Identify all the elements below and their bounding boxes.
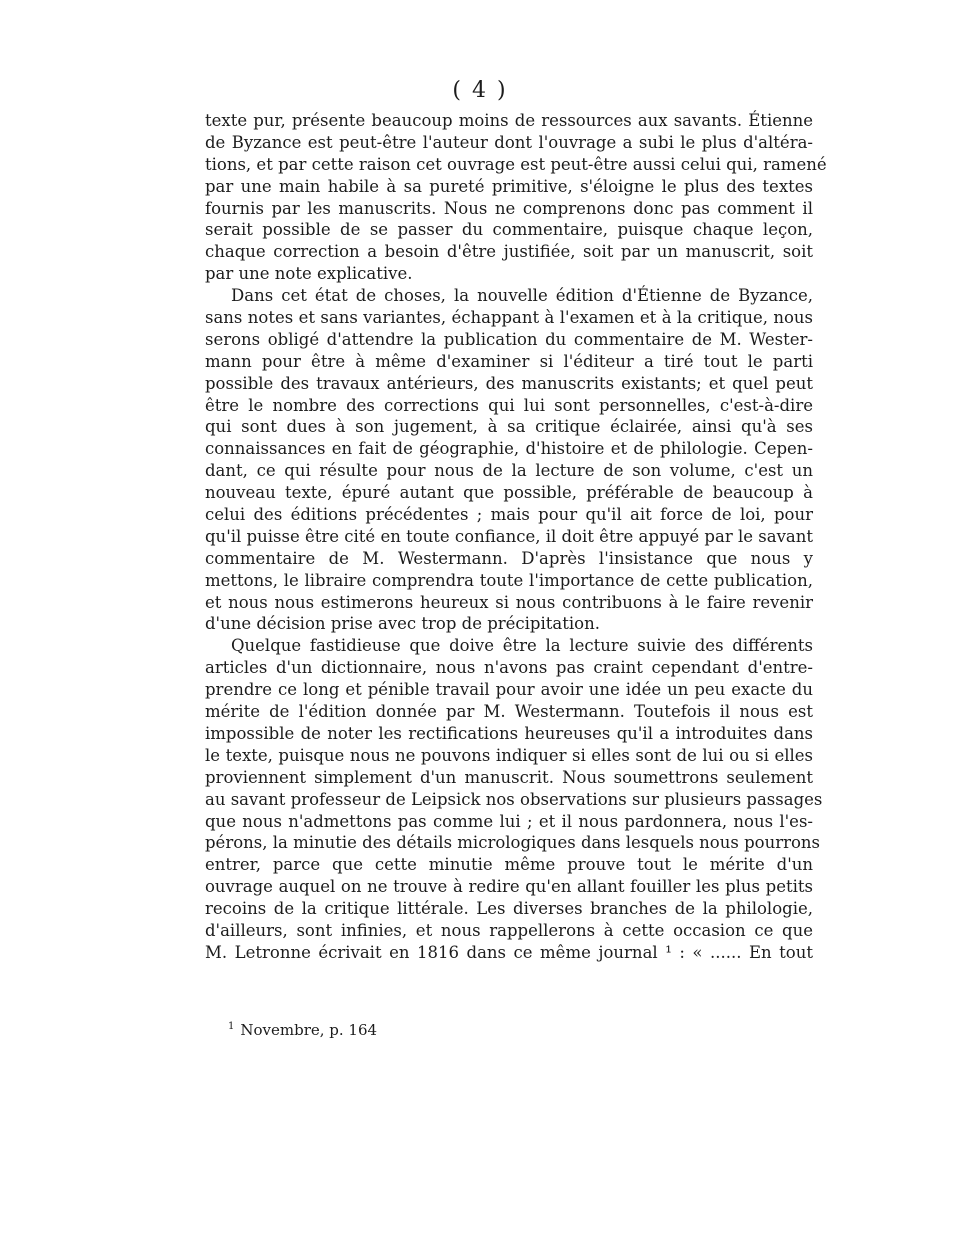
text-line: proviennent simplement d'un manuscrit. Nous soumettrons seulement (205, 767, 813, 787)
text-line: serons obligé d'attendre la publication du commentaire de M. Wester- (205, 329, 813, 349)
text-line: fournis par les manuscrits. Nous ne comprenons donc pas comment il (205, 198, 813, 218)
text-line: impossible de noter les rectifications heureuses qu'il a introduites dans (205, 723, 813, 743)
body-text (205, 110, 827, 964)
page-number: ( 4 ) (452, 78, 508, 103)
text-line: dant, ce qui résulte pour nous de la lecture de son volume, c'est un (205, 461, 813, 481)
text-line: mérite de l'édition donnée par M. Westermann. Toutefois il nous est (205, 702, 813, 722)
text-line: qu'il puisse être cité en toute confiance, il doit être appuyé par le savant (205, 526, 813, 546)
paragraph (205, 110, 827, 285)
text-line: de Byzance est peut-être l'auteur dont l'ouvrage a subi le plus d'altéra- (205, 132, 813, 152)
text-line: d'une décision prise avec trop de précipitation. (205, 614, 600, 634)
text-line: être le nombre des corrections qui lui sont personnelles, c'est-à-dire (205, 395, 813, 415)
text-line: tions, et par cette raison cet ouvrage est peut-être aussi celui qui, ramené (205, 154, 827, 174)
text-line: Quelque fastidieuse que doive être la lecture suivie des différents (231, 636, 813, 656)
text-line: connaissances en fait de géographie, d'histoire et de philologie. Cepen- (205, 439, 813, 459)
text-line: possible des travaux antérieurs, des manuscrits existants; et quel peut (205, 373, 813, 393)
text-line: sans notes et sans variantes, échappant à l'examen et à la critique, nous (205, 308, 813, 328)
text-line: qui sont dues à son jugement, à sa critique éclairée, ainsi qu'à ses (205, 417, 813, 437)
paragraph (205, 285, 813, 635)
text-line: chaque correction a besoin d'être justifiée, soit par un manuscrit, soit (205, 242, 813, 262)
text-line: d'ailleurs, sont infinies, et nous rappellerons à cette occasion ce que (205, 920, 813, 940)
text-line: au savant professeur de Leipsick nos observations sur plusieurs passages (205, 789, 823, 809)
text-line: M. Letronne écrivait en 1816 dans ce même journal ¹ : « ...... En tout (205, 942, 813, 962)
footnote (228, 1017, 377, 1040)
text-line: texte pur, présente beaucoup moins de ressources aux savants. Étienne (205, 111, 813, 130)
text-line: serait possible de se passer du commentaire, puisque chaque leçon, (205, 220, 813, 240)
text-line: entrer, parce que cette minutie même prouve tout le mérite d'un (205, 855, 813, 875)
text-line: Dans cet état de choses, la nouvelle édition d'Étienne de Byzance, (231, 286, 813, 306)
text-line: le texte, puisque nous ne pouvons indiquer si elles sont de lui ou si elles (205, 745, 813, 765)
text-line: pérons, la minutie des détails micrologiques dans lesquels nous pourrons (205, 833, 821, 853)
text-line: commentaire de M. Westermann. D'après l'insistance que nous y (205, 548, 813, 568)
text-line: mettons, le libraire comprendra toute l'importance de cette publication, (205, 570, 813, 590)
text-line: nouveau texte, épuré autant que possible, préférable de beaucoup à (205, 483, 813, 503)
text-line: par une note explicative. (205, 264, 413, 284)
footnote-marker: 1 (228, 1021, 235, 1032)
text-line: articles d'un dictionnaire, nous n'avons pas craint cependant d'entre- (205, 658, 813, 678)
text-line: et nous nous estimerons heureux si nous contribuons à le faire revenir (205, 592, 813, 612)
text-line: par une main habile à sa pureté primitive, s'éloigne le plus des textes (205, 176, 813, 196)
text-line: celui des éditions précédentes ; mais pour qu'il ait force de loi, pour (205, 505, 813, 525)
text-line: que nous n'admettons pas comme lui ; et il nous pardonnera, nous l'es- (205, 811, 813, 831)
text-line: recoins de la critique littérale. Les diverses branches de la philologie, (205, 899, 813, 919)
text-line: mann pour être à même d'examiner si l'éditeur a tiré tout le parti (205, 351, 813, 371)
text-line: prendre ce long et pénible travail pour avoir une idée un peu exacte du (205, 680, 813, 700)
footnote-text: Novembre, p. 164 (240, 1021, 378, 1039)
text-line: ouvrage auquel on ne trouve à redire qu'en allant fouiller les plus petits (205, 877, 813, 897)
paragraph (205, 635, 823, 963)
